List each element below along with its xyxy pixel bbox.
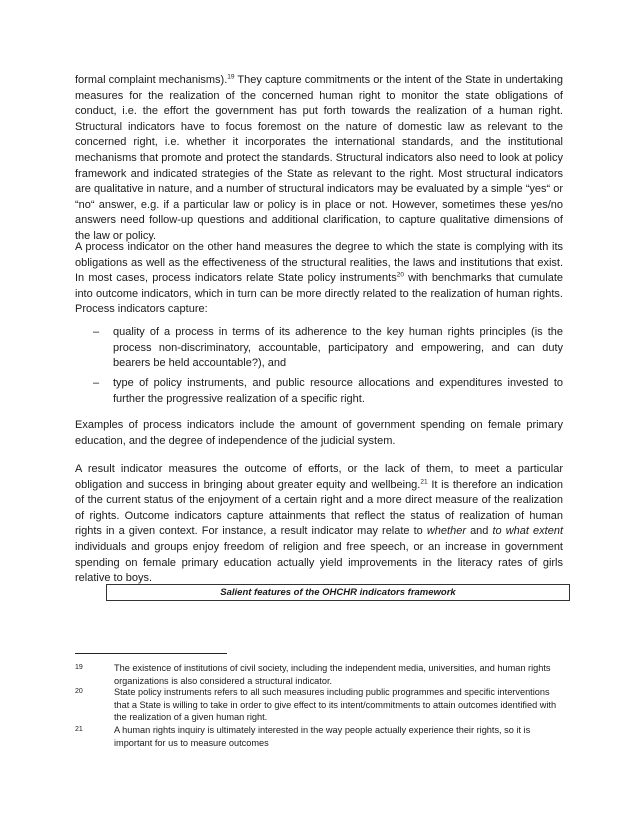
para1-text-b: They capture commitments or the intent of the State in undertaking measures for the realization of the concerned human right to monitor the state obligations of conduct, i.e. the effort the government has put forth towards the realization of a human right. Structural indicators have to focus foremost on the nature of domestic law as relevant to the concerned right, i.e. whether it incorporates the international standards, and the institutional mechanisms that promote and protect the standards. Structural indicators also need to look at policy framework and indicated strategies of the State as relevant to the right. Most structural indicators are qualitative in nature, and a number of structural indicators may be evaluated by a simple “yes“ or “no“ answer, e.g. if a particular law or policy is in place or not. However, sometimes these yes/no answers need follow-up questions and additional clarification, to capture qualitative dimensions of the law or policy. [75, 74, 563, 242]
para4-emphasis-whether: whether [426, 525, 466, 538]
para4-text-c: and [466, 525, 493, 538]
paragraph-process-indicators [75, 240, 563, 318]
bullet-text: type of policy instruments, and public resource allocations and expenditures invested to further the progressive realization of a specific right. [113, 377, 563, 405]
bullet-dash: – [93, 377, 100, 389]
footnote-text: A human rights inquiry is ultimately interested in the way people actually experience their rights, so it is important for us to measure outcomes [114, 725, 531, 748]
para4-text-b: It is therefore an indication of the current status of the enjoyment of a certain right and a more direct measure of the realization of rights. Outcome indicators capture attainments that reflect the status of realization of human rights in a given context. For instance, a result indicator may relate to [75, 478, 563, 538]
bullet-text: quality of a process in terms of its adherence to the key human rights principles (is the process non-discriminatory, accountable, participatory and empowering, and can duty bearers be held accountable?), and [113, 326, 563, 370]
paragraph-structural-indicators [75, 73, 563, 245]
footnote-number: 19 [75, 664, 83, 671]
para1-text-a: formal complaint mechanisms). [75, 74, 228, 86]
para2-text-b: with benchmarks that cumulate into outcome indicators, which in turn can be more directly related to the realization of human rights. Process indicators capture: [75, 272, 563, 316]
para4-text-d: individuals and groups enjoy freedom of religion and free speech, or an increase in government spending on female primary education actually yield improvements in the literacy rates of girls relative to boys. [75, 540, 563, 585]
footnote-number: 20 [75, 688, 83, 695]
footnote-ref-21[interactable]: 21 [420, 477, 428, 485]
para4-emphasis-extent: to what extent [492, 525, 564, 538]
paragraph-result-indicators [75, 462, 563, 587]
footnote-ref-20[interactable]: 20 [396, 271, 404, 279]
box-title-salient-features: Salient features of the OHCHR indicators framework [106, 584, 570, 601]
footnote-text: The existence of institutions of civil society, including the independent media, universities, and human rights organizations is also considered a structural indicator. [114, 663, 551, 686]
footnote-text: State policy instruments refers to all such measures including public programmes and specific interventions that a State is willing to take in order to give effect to its intent/commitments to attain outcomes identified with the realization of a given human right. [114, 687, 557, 722]
para4-text-a: A result indicator measures the outcome of efforts, or the lack of them, to meet a particular obligation and success in bringing about greater equity and wellbeing. [75, 463, 563, 491]
footnote-divider [75, 653, 227, 654]
footnote-number: 21 [75, 726, 83, 733]
bullet-dash: – [93, 326, 100, 338]
footnote-ref-19[interactable]: 19 [227, 73, 235, 81]
para2-text-a: A process indicator on the other hand measures the degree to which the state is complying with its obligations as well as the effectiveness of the structural realities, the laws and institutions that exist. In most cases, process indicators relate State policy instruments [75, 241, 563, 285]
paragraph-process-examples: Examples of process indicators include the amount of government spending on female primary education, and the degree of independence of the judicial system. [75, 419, 563, 447]
